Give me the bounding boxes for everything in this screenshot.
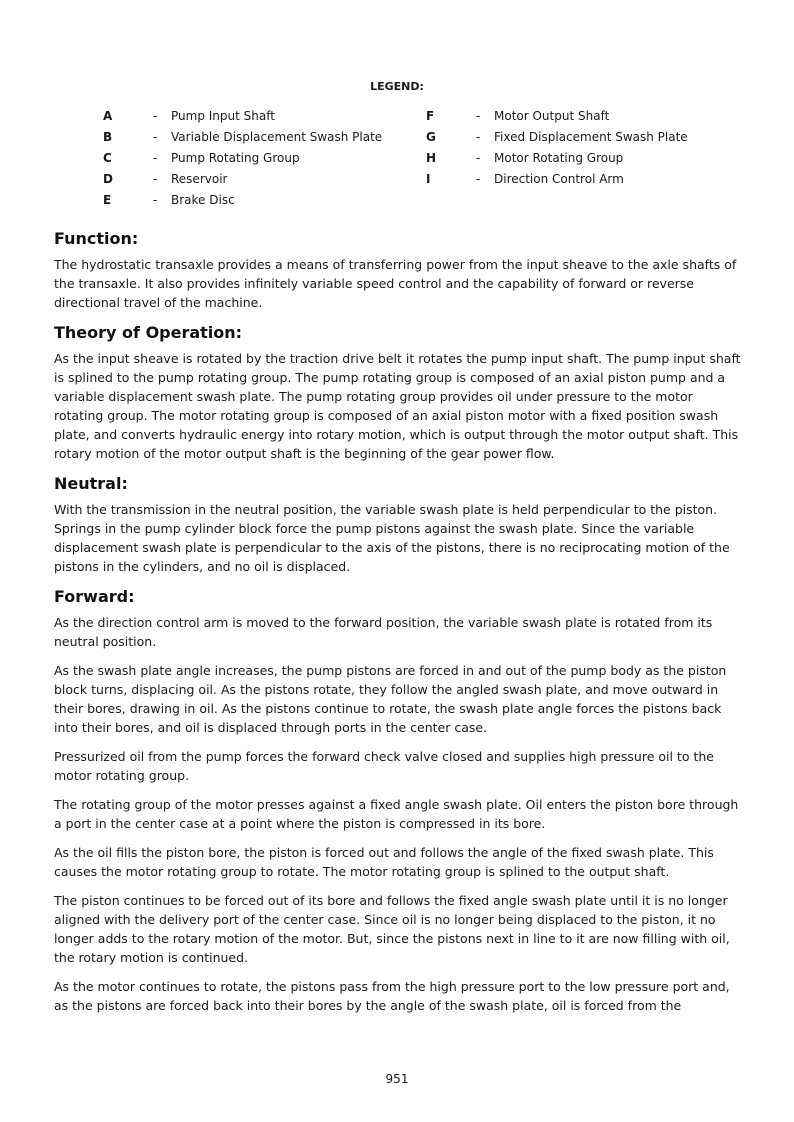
legend-text: Pump Rotating Group	[171, 151, 300, 165]
legend-dash: -	[153, 151, 158, 165]
section-theory-of-operation	[54, 322, 744, 463]
legend-letter: B	[103, 130, 113, 144]
section-function	[54, 228, 744, 312]
paragraph: The rotating group of the motor presses against a fixed angle swash plate. Oil enters the piston bore through a port in the center case at a point where the piston is compressed in its bore.	[54, 797, 739, 831]
legend-text: Pump Input Shaft	[171, 109, 275, 123]
legend-dash: -	[476, 151, 481, 165]
legend-letter: I	[426, 172, 431, 186]
legend-text: Variable Displacement Swash Plate	[171, 130, 383, 144]
legend-dash: -	[153, 109, 158, 123]
legend-letter: H	[426, 151, 437, 165]
section-forward	[54, 586, 744, 1015]
paragraph: As the swash plate angle increases, the pump pistons are forced in and out of the pump body as the piston block turns, displacing oil. As the pistons rotate, they follow the angled swash plate, and move outward in their bores, drawing in oil. As the pistons continue to rotate, the swash plate angle forces the pistons back into their bores, and oil is displaced through ports in the center case.	[54, 663, 727, 735]
page-number: 951	[385, 1072, 409, 1086]
paragraph: With the transmission in the neutral position, the variable swash plate is held perpendicular to the piston. Springs in the pump cylinder block force the pump pistons against the swash plate. Since the variable displacement swash plate is perpendicular to the axis of the pistons, there is no reciprocating motion of the pistons in the cylinders, and no oil is displaced.	[54, 502, 730, 574]
paragraph: As the motor continues to rotate, the pistons pass from the high pressure port to the low pressure port and, as the pistons are forced back into their bores by the angle of the swash plate, oil is forced from the	[54, 979, 730, 1013]
paragraph: As the direction control arm is moved to the forward position, the variable swash plate is rotated from its neutral position.	[54, 615, 713, 649]
section-heading: Forward:	[54, 587, 135, 606]
paragraph: The hydrostatic transaxle provides a means of transferring power from the input sheave to the axle shafts of the transaxle. It also provides infinitely variable speed control and the capability of forward or reverse directional travel of the machine.	[54, 257, 737, 310]
legend-letter: G	[426, 130, 436, 144]
paragraph: The piston continues to be forced out of its bore and follows the fixed angle swash plate until it is no longer aligned with the delivery port of the center case. Since oil is no longer being displaced to the piston, it no longer adds to the rotary motion of the motor. But, since the pistons next in line to it are now filling with oil, the rotary motion is continued.	[54, 893, 730, 965]
legend-text: Motor Rotating Group	[494, 151, 624, 165]
paragraph: As the input sheave is rotated by the traction drive belt it rotates the pump input shaft. The pump input shaft is splined to the pump rotating group. The pump rotating group is composed of an axial piston pump and a variable displacement swash plate. The pump rotating group provides oil under pressure to the motor rotating group. The motor rotating group is composed of an axial piston motor with a fixed position swash plate, and converts hydraulic energy into rotary motion, which is output through the motor output shaft. This rotary motion of the motor output shaft is the beginning of the gear power flow.	[54, 351, 741, 461]
paragraph: Pressurized oil from the pump forces the forward check valve closed and supplies high pressure oil to the motor rotating group.	[54, 749, 714, 783]
legend-dash: -	[476, 130, 481, 144]
legend-letter: D	[103, 172, 113, 186]
legend-text: Brake Disc	[171, 193, 235, 207]
section-heading: Neutral:	[54, 474, 128, 493]
section-heading: Function:	[54, 229, 139, 248]
legend-dash: -	[153, 172, 158, 186]
legend-text: Reservoir	[171, 172, 228, 186]
legend-letter: C	[103, 151, 112, 165]
legend-dash: -	[153, 130, 158, 144]
legend-dash: -	[476, 109, 481, 123]
section-neutral	[54, 473, 744, 576]
legend-letter: A	[103, 109, 113, 123]
legend-letter: F	[426, 109, 435, 123]
legend-title: LEGEND:	[370, 80, 424, 93]
paragraph: As the oil fills the piston bore, the piston is forced out and follows the angle of the fixed swash plate. This causes the motor rotating group to rotate. The motor rotating group is splined to the output shaft.	[54, 845, 714, 879]
main-content	[54, 228, 744, 1025]
section-heading: Theory of Operation:	[54, 323, 243, 342]
legend-text: Fixed Displacement Swash Plate	[494, 130, 688, 144]
legend-dash: -	[153, 193, 158, 207]
legend-letter: E	[103, 193, 112, 207]
legend-dash: -	[476, 172, 481, 186]
legend-text: Direction Control Arm	[494, 172, 624, 186]
legend-text: Motor Output Shaft	[494, 109, 610, 123]
